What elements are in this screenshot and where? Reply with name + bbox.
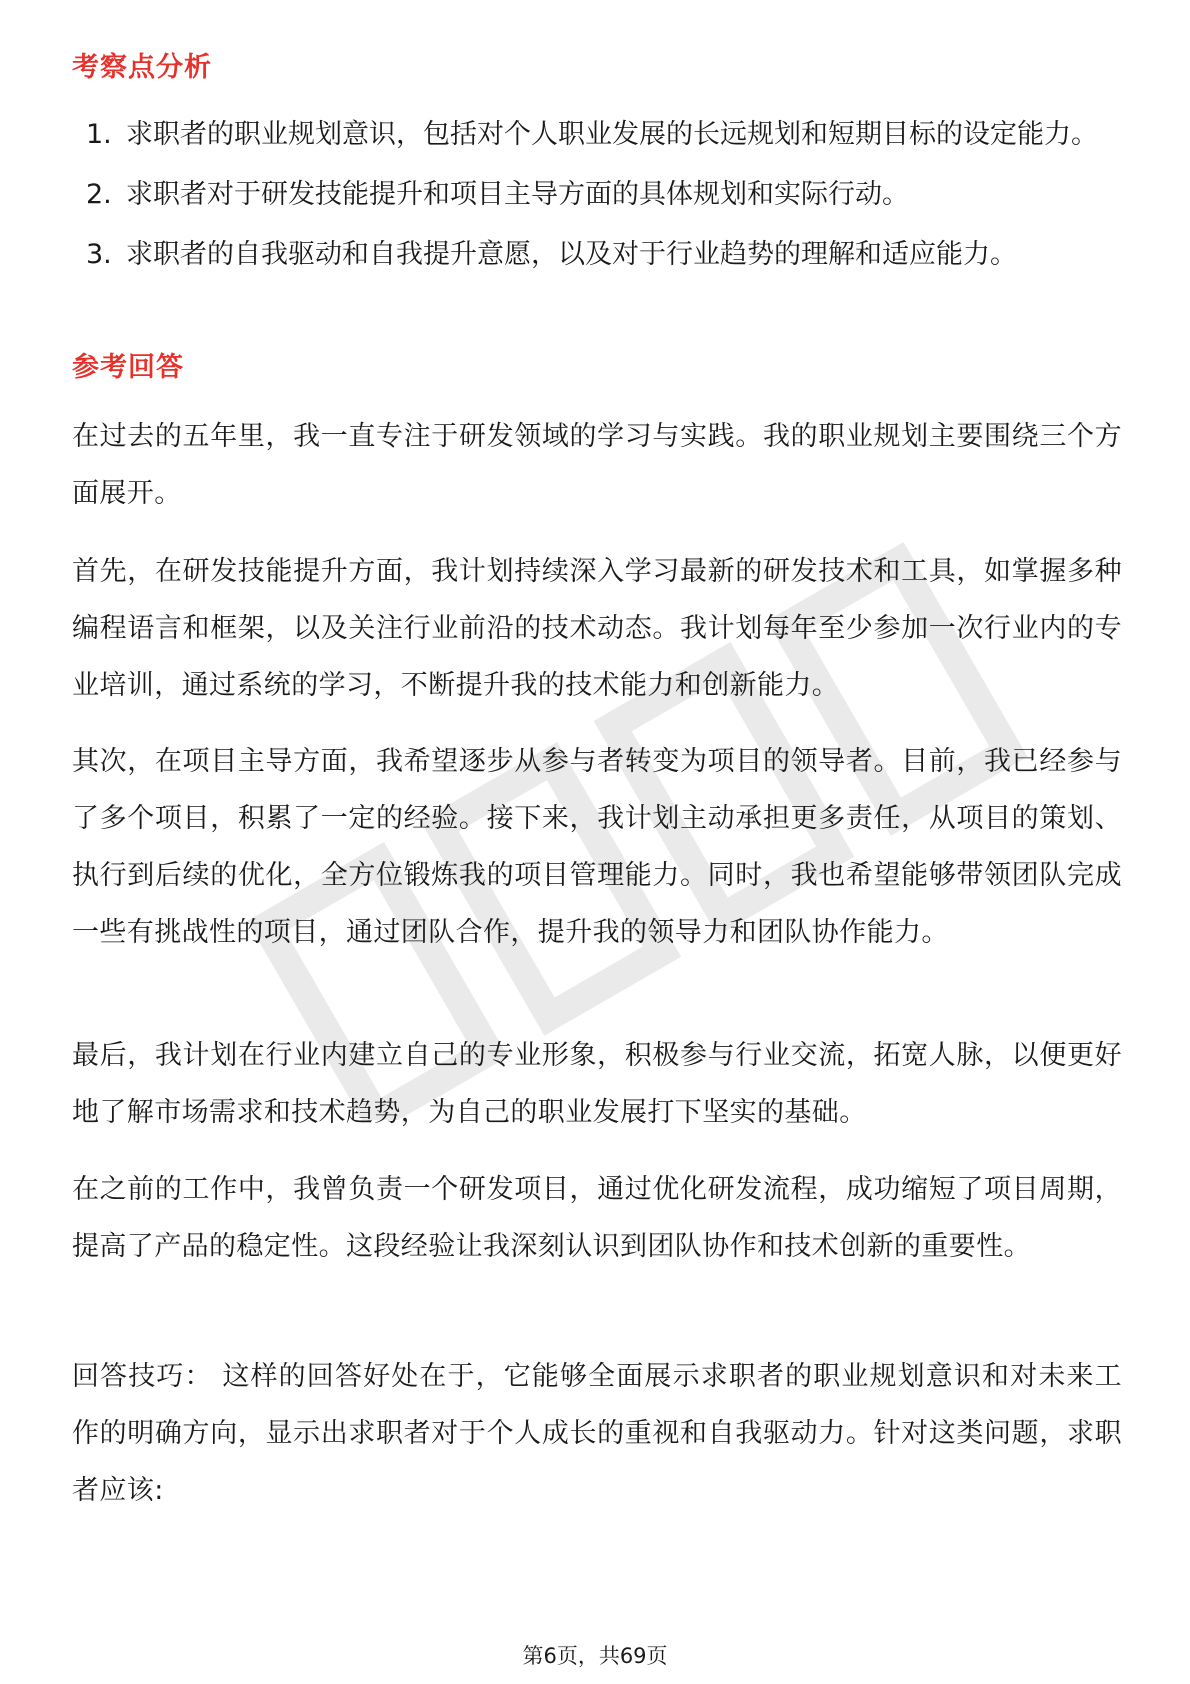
list-item-text: 求职者对于研发技能提升和项目主导方面的具体规划和实际行动。 <box>126 179 909 210</box>
answer-paragraph-experience: 在之前的工作中，我曾负责一个研发项目，通过优化研发流程，成功缩短了项目周期，提高了产品的稳定性。这段经验让我深刻认识到团队协作和技术创新的重要性。 <box>72 1174 1122 1262</box>
analysis-list <box>72 106 1122 286</box>
list-item <box>72 106 1122 163</box>
answer-section-title: 参考回答 <box>72 352 184 383</box>
list-item-number: 2. <box>86 179 112 210</box>
answer-paragraph-skills: 首先，在研发技能提升方面，我计划持续深入学习最新的研发技术和工具，如掌握多种编程语言和框架，以及关注行业前沿的技术动态。我计划每年至少参加一次行业内的专业培训，通过系统的学习，不断提升我的技术能力和创新能力。 <box>72 556 1122 701</box>
list-item <box>72 166 1122 223</box>
list-item-text: 求职者的职业规划意识，包括对个人职业发展的长远规划和短期目标的设定能力。 <box>126 119 1098 150</box>
list-item-number: 1. <box>86 119 112 150</box>
list-item-text: 求职者的自我驱动和自我提升意愿，以及对于行业趋势的理解和适应能力。 <box>126 239 1017 270</box>
answer-paragraph-intro: 在过去的五年里，我一直专注于研发领域的学习与实践。我的职业规划主要围绕三个方面展开。 <box>72 421 1122 509</box>
answer-tips-paragraph: 回答技巧： 这样的回答好处在于，它能够全面展示求职者的职业规划意识和对未来工作的明确方向，显示出求职者对于个人成长的重视和自我驱动力。针对这类问题，求职者应该: <box>72 1361 1122 1506</box>
answer-paragraph-leadership: 其次，在项目主导方面，我希望逐步从参与者转变为项目的领导者。目前，我已经参与了多个项目，积累了一定的经验。接下来，我计划主动承担更多责任，从项目的策划、执行到后续的优化，全方位锻炼我的项目管理能力。同时，我也希望能够带领团队完成一些有挑战性的项目，通过团队合作，提升我的领导力和团队协作能力。 <box>72 746 1122 948</box>
answer-paragraph-network: 最后，我计划在行业内建立自己的专业形象，积极参与行业交流，拓宽人脉，以便更好地了解市场需求和技术趋势，为自己的职业发展打下坚实的基础。 <box>72 1040 1122 1128</box>
list-item-number: 3. <box>86 239 112 270</box>
list-item <box>72 226 1122 283</box>
page-number-footer: 第6页，共69页 <box>522 1644 668 1668</box>
analysis-section-title: 考察点分析 <box>72 52 212 83</box>
